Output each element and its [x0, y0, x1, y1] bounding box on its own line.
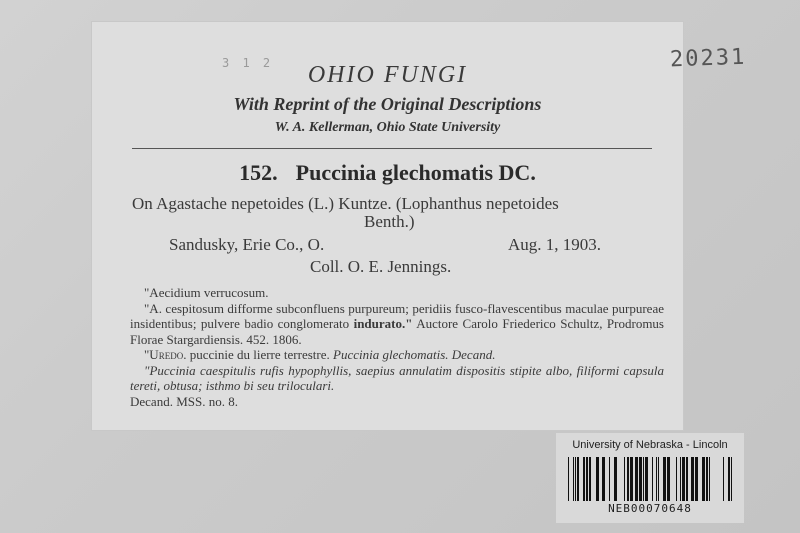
species-number: 152.: [239, 160, 278, 185]
species-name: Puccinia glechomatis DC.: [295, 160, 536, 185]
institution-name: University of Nebraska - Lincoln: [572, 439, 728, 451]
collection-date: Aug. 1, 1903.: [508, 235, 602, 254]
host-info: [132, 195, 662, 231]
barcode-number: NEB00070648: [608, 502, 692, 515]
series-title: OHIO FUNGI: [307, 62, 468, 88]
barcode-bar: [596, 457, 599, 501]
barcode-bar: [614, 457, 617, 501]
series-subtitle: With Reprint of the Original Descriptions: [233, 94, 542, 114]
barcode-bar: [731, 457, 732, 501]
desc-puccinia: "Puccinia caespitulis rufis hypophyllis, saepius annulatim dispositis stipite albo, filiformi capsula tereti, obtusa; isthmo bi seu triloculari.: [130, 362, 664, 393]
locality: Sandusky, Erie Co., O.: [169, 235, 325, 254]
barcode-bar: [602, 457, 605, 501]
desc-aecidium: "Aecidium verrucosum.: [144, 285, 269, 300]
barcode-bar: [645, 457, 648, 501]
desc-schultz-a: "A. cespitosum difforme subconfluens purpureum; peridiis fusco-flavescentibus maculae purpureae insidentibus; pulvere badio conglomerato: [130, 300, 664, 331]
barcode-bar: [643, 457, 644, 501]
barcode-bar: [635, 457, 638, 501]
host-line-2: Benth.): [364, 212, 415, 231]
barcode: [568, 457, 732, 501]
series-author: W. A. Kellerman, Ohio State University: [274, 120, 501, 135]
barcode-bar: [728, 457, 730, 501]
barcode-bar: [702, 457, 705, 501]
desc-schultz-c: Auctore Carolo Friederico Schultz, Prodromus Florae Stargardiensis. 452. 1806.: [130, 316, 664, 347]
barcode-bar: [686, 457, 688, 501]
desc-schultz-b: indurato.": [353, 316, 413, 331]
barcode-bar: [652, 457, 653, 501]
barcode-bar: [630, 457, 633, 501]
desc-uredo-a: "Uredo.: [144, 347, 187, 362]
handwritten-accession-number: 20231: [669, 44, 747, 73]
barcode-bar: [609, 457, 610, 501]
barcode-bar: [589, 457, 591, 501]
barcode-bar: [663, 457, 666, 501]
barcode-bar: [676, 457, 677, 501]
desc-uredo-b: puccinie du lierre terrestre.: [186, 347, 333, 362]
barcode-bar: [695, 457, 698, 501]
barcode-bar: [573, 457, 574, 501]
barcode-bar: [706, 457, 708, 501]
barcode-bar: [667, 457, 670, 501]
specimen-label: [92, 22, 747, 430]
barcode-bar: [624, 457, 625, 501]
herbarium-barcode-label: [556, 433, 744, 523]
barcode-bar: [709, 457, 710, 501]
barcode-bar: [627, 457, 629, 501]
host-line-1: On Agastache nepetoides (L.) Kuntze. (Lophanthus nepetoides: [132, 194, 559, 213]
barcode-bar: [568, 457, 569, 501]
barcode-bar: [682, 457, 685, 501]
desc-schultz: [130, 301, 664, 348]
barcode-bar: [575, 457, 576, 501]
barcode-bar: [656, 457, 657, 501]
desc-uredo: [130, 347, 664, 363]
barcode-bar: [691, 457, 694, 501]
barcode-bar: [583, 457, 585, 501]
barcode-bar: [639, 457, 642, 501]
barcode-bar: [658, 457, 659, 501]
divider: [132, 148, 652, 149]
collector: Coll. O. E. Jennings.: [310, 257, 452, 276]
original-descriptions: [130, 285, 664, 409]
desc-uredo-c: Puccinia glechomatis. Decand.: [333, 347, 496, 362]
stamp-marks: 3 1 2: [222, 56, 274, 70]
barcode-bar: [723, 457, 724, 501]
species-heading: [92, 160, 683, 186]
desc-reference: Decand. MSS. no. 8.: [130, 393, 238, 409]
barcode-bar: [586, 457, 588, 501]
barcode-bar: [680, 457, 681, 501]
barcode-bar: [577, 457, 579, 501]
